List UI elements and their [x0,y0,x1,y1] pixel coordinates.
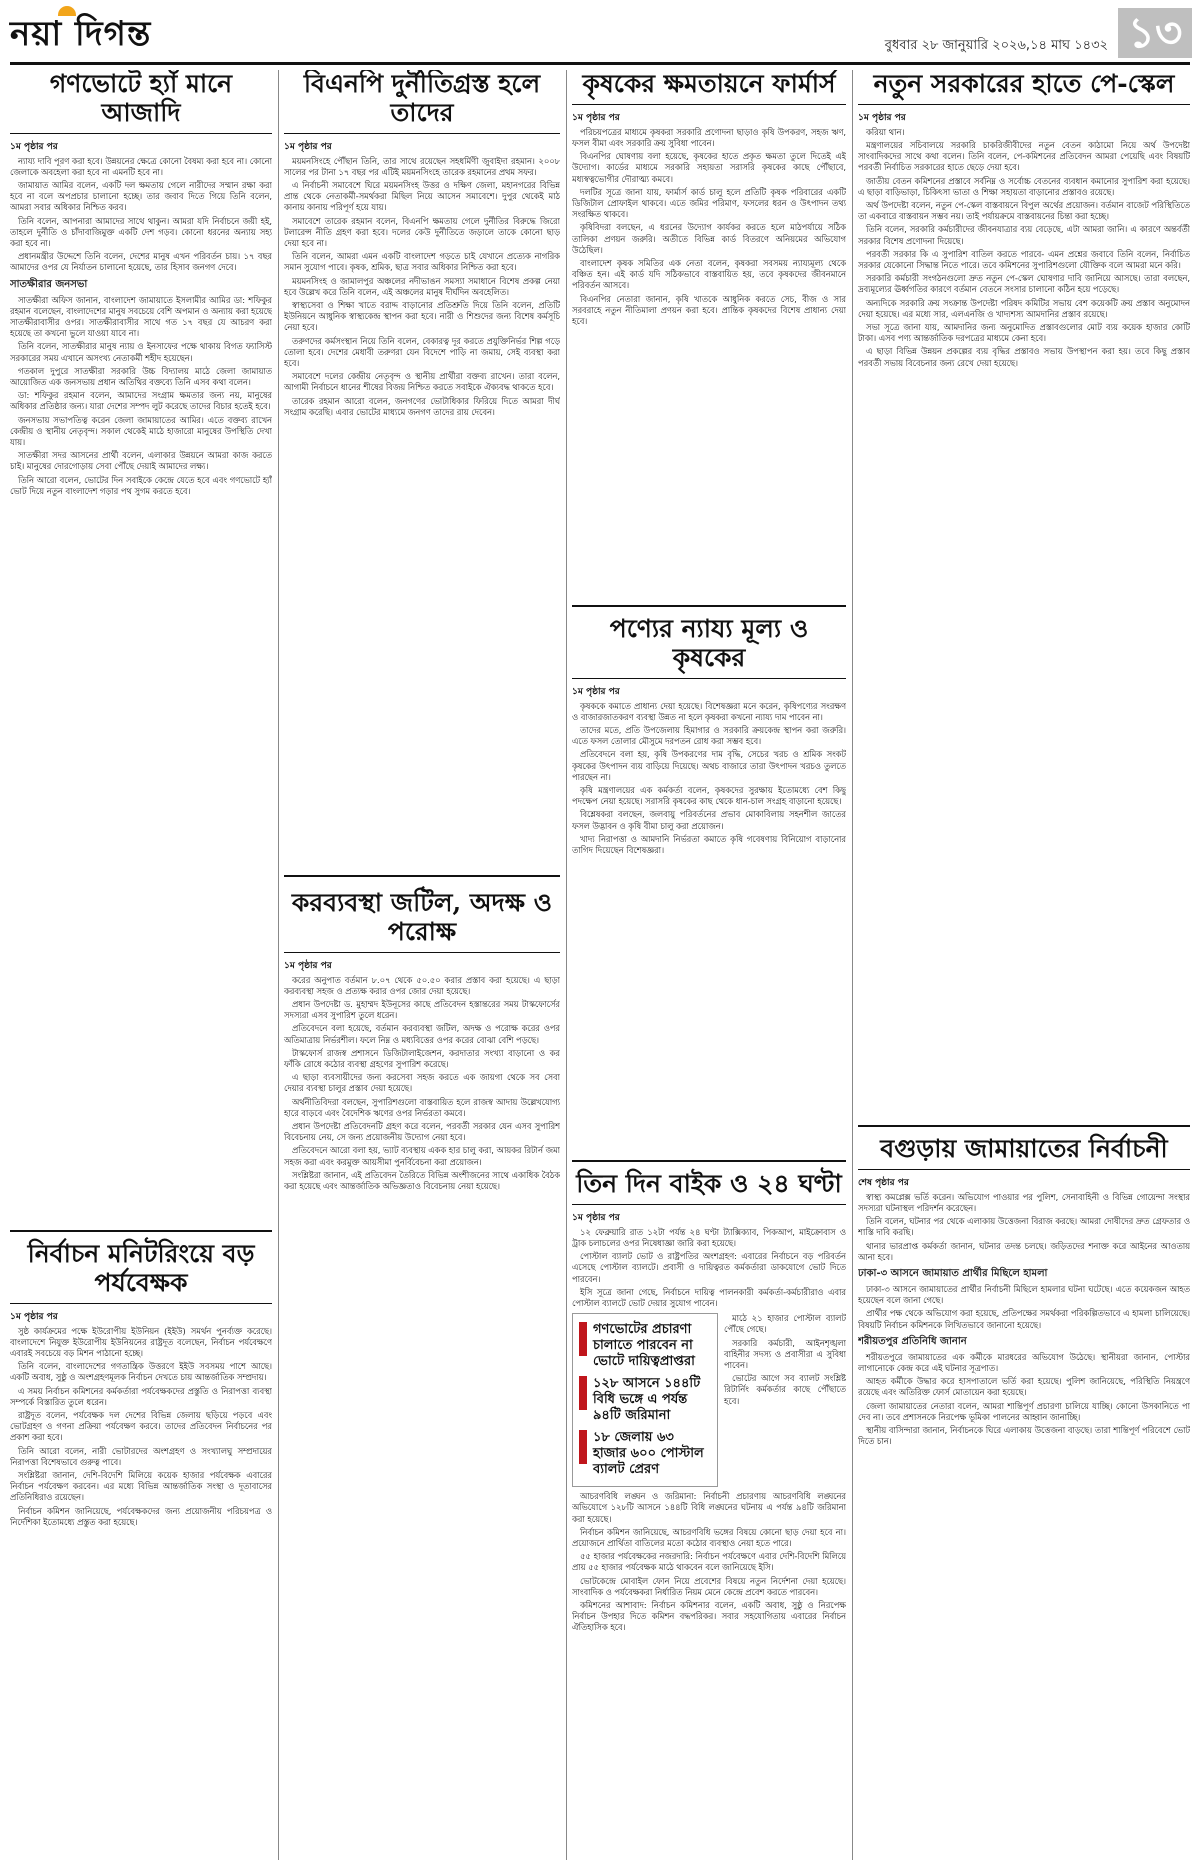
paragraph: বাংলাদেশ কৃষক সমিতির এক নেতা বলেন, কৃষকরা সবসময় ন্যায্যমূল্য থেকে বঞ্চিত হন। এই কার্ড যদি সঠিকভাবে বাস্তবায়িত হয়, তবে কৃষকদের জীবনমানে পরিবর্তন আসবে। [572,257,846,291]
article-body [572,1227,846,1309]
column-divider [852,70,853,1860]
paragraph: পোস্টাল ব্যালট ভোট ও রাষ্ট্রপতির অংশগ্রহণ: এবারের নির্বাচনে বড় পরিবর্তন এসেছে পোস্টাল ব্যালটে। প্রবাসী ও দায়িত্বরত কর্মকর্তারা ডাকযোগে ভোট দিতে পারবেন। [572,1251,846,1284]
paragraph: জামায়াত আমির বলেন, একটি দল ক্ষমতায় গেলে নারীদের সম্মান রক্ষা করা হবে না বলে অপপ্রচার চালানো হচ্ছে। তার জবাব দিতে গিয়ে তিনি বলেন, আমরা সবার অধিকার নিশ্চিত করব। [10,179,272,213]
article-headline: নির্বাচন মনিটরিংয়ে বড় পর্যবেক্ষক [27,1239,255,1297]
paragraph: মন্ত্রণালয়ের সচিবালয়ে সরকারি চাকরিজীবীদের নতুন বেতন কাঠামো নিয়ে অর্থ উপদেষ্টা সাংবাদিকদের সাথে কথা বলেন। তিনি বলেন, পে-কমিশনের প্রতিবেদন আমরা পেয়েছি এবং বিষয়টি পরবর্তী নির্বাচিত সরকারের হাতে ছেড়ে দেয়া হবে। [858,139,1190,173]
paragraph: তিনি বলেন, আমরা এমন একটি বাংলাদেশ গড়তে চাই যেখানে প্রত্যেক নাগরিক সমান সুযোগ পাবে। কৃষক, শ্রমিক, ছাত্র সবার অধিকার নিশ্চিত করা হবে। [284,251,560,273]
article [10,1230,272,1840]
article [572,70,846,605]
article-headline: নতুন সরকারের হাতে পে-স্কেল [873,70,1175,98]
paragraph: স্বাস্থ্য কমপ্লেক্স ভর্তি করেন। অভিযোগ পাওয়ার পর পুলিশ, সেনাবাহিনী ও বিভিন্ন গোয়েন্দা সংস্থার সদস্যরা ঘটনাস্থল পরিদর্শন করেছেন। [858,1191,1190,1213]
paragraph: এ ছাড়া ব্যবসায়ীদের জন্য করসেবা সহজ করতে এক জায়গা থেকে সব সেবা দেয়ার ব্যবস্থা চালুর প্রস্তাব দেয়া হয়েছে। [284,1072,560,1094]
paragraph: বিএনপির নেতারা জানান, কৃষি খাতকে আধুনিক করতে সেচ, বীজ ও সার সরবরাহে নতুন নীতিমালা প্রণয়ন করা হবে। প্রান্তিক কৃষকদের বিশেষ প্রাধান্য দেয়া হবে। [572,293,846,326]
continued-label: ১ম পৃষ্ঠার পর [572,1212,620,1223]
article-headline: গণভোটে হ্যাঁ মানে আজাদি [49,70,233,127]
red-bar-icon [579,1376,587,1410]
paragraph: মাঠে ২১ হাজার পোস্টাল ব্যালট পৌঁছে গেছে। [724,1313,846,1335]
callout-row [572,1313,846,1487]
paragraph: প্রার্থীর পক্ষ থেকে অভিযোগ করা হয়েছে, প্রতিপক্ষের সমর্থকরা পরিকল্পিতভাবে এ হামলা চালিয়েছে। বিষয়টি নির্বাচন কমিশনকে লিখিতভাবে জানানো হয়েছে। [858,1308,1190,1330]
article-headline: বিএনপি দুর্নীতিগ্রস্ত হলে তাদের [303,70,541,127]
paragraph: জনসভায় সভাপতিত্ব করেন জেলা জামায়াতের আমির। এতে বক্তব্য রাখেন কেন্দ্রীয় ও স্থানীয় নেতৃবৃন্দ। সকাল থেকেই মাঠে হাজারো মানুষের উপস্থিতি দেখা যায়। [10,414,272,447]
paragraph: অর্থনীতিবিদরা বলছেন, সুপারিশগুলো বাস্তবায়িত হলে রাজস্ব আদায় উল্লেখযোগ্য হারে বাড়বে এবং বৈদেশিক ঋণের ওপর নির্ভরতা কমবে। [284,1096,560,1118]
divider [858,1169,1190,1170]
column-divider [278,70,279,1860]
paragraph: সাতক্ষীরা সদর আসনের প্রার্থী বলেন, এলাকার উন্নয়নে আমরা কাজ করতে চাই। মানুষের দোরগোড়ায় সেবা পৌঁছে দেয়াই আমাদের লক্ষ্য। [10,450,272,472]
paragraph: অন্যদিকে সরকারি ক্রয় সংক্রান্ত উপদেষ্টা পরিষদ কমিটির সভায় বেশ কয়েকটি ক্রয় প্রস্তাব অনুমোদন দেয়া হয়েছে। এর মধ্যে সার, এলএনজি ও খাদ্যশস্য আমদানির প্রস্তাব রয়েছে। [858,297,1190,319]
continued-label: ১ম পৃষ্ঠার পর [284,141,332,152]
paragraph: ইসি সূত্রে জানা গেছে, নির্বাচনে দায়িত্ব পালনকারী কর্মকর্তা-কর্মচারীরাও এবার পোস্টাল ব্যালটে ভোট দেয়ার সুযোগ পাবেন। [572,1286,846,1308]
paragraph: পরিচয়পত্রের মাধ্যমে কৃষকরা সরকারি প্রণোদনা ছাড়াও কৃষি উপকরণ, সহজ ঋণ, ফসল বীমা এবং সরকারি ক্রয় সুবিধা পাবেন। [572,126,846,148]
paragraph: প্রতিবেদনে বলা হয়েছে, বর্তমান করব্যবস্থা জটিল, অদক্ষ ও পরোক্ষ করের ওপর অতিমাত্রায় নির্ভরশীল। ফলে নিম্ন ও মধ্যবিত্তের ওপর করের বোঝা বেশি পড়ছে। [284,1023,560,1045]
divider [572,678,846,679]
paragraph: সরকারি কর্মচারী সংগঠনগুলো দ্রুত নতুন পে-স্কেল ঘোষণার দাবি জানিয়ে আসছে। তারা বলছেন, দ্রব্যমূল্যের ঊর্ধ্বগতির কারণে বর্তমান বেতনে সংসার চালানো কঠিন হয়ে পড়েছে। [858,273,1190,295]
paragraph: সমাবেশে তারেক রহমান বলেন, বিএনপি ক্ষমতায় গেলে দুর্নীতির বিরুদ্ধে জিরো টলারেন্স নীতি গ্রহণ করা হবে। দলের কেউ দুর্নীতিতে জড়ালে তাকে কোনো ছাড় দেয়া হবে না। [284,215,560,248]
paragraph: তিনি আরো বলেন, ভোটের দিন সবাইকে কেন্দ্রে যেতে হবে এবং গণভোটে হ্যাঁ ভোট দিয়ে নতুন বাংলাদেশ গড়ার পথ সুগম করতে হবে। [10,474,272,496]
article-body [572,701,846,857]
article-headline: পণ্যের ন্যায্য মূল্য ও কৃষকের [609,614,809,672]
article [572,1160,846,1850]
article [858,1125,1190,1835]
divider [10,133,272,134]
continued-label: শেষ পৃষ্ঠার পর [858,1177,909,1188]
continued-label: ১ম পৃষ্ঠার পর [284,960,332,971]
paragraph: ময়মনসিংহে পৌঁছান তিনি, তার সাথে রয়েছেন সহধর্মিণী জুবাইদা রহমান। ২০০৮ সালের পর টানা ১৭ বছর পর এটিই ময়মনসিংহে তারেক রহমানের প্রথম সফর। [284,155,560,177]
highlight-box [572,1313,718,1487]
highlight-text: ১২৮ আসনে ১৪৪টি বিধি ভঙ্গে এ পর্যন্ত ৯৪টি জরিমানা [593,1376,701,1424]
divider [284,952,560,953]
paragraph: নির্বাচন কমিশন জানিয়েছে, পর্যবেক্ষকদের জন্য প্রয়োজনীয় পরিচয়পত্র ও নির্দেশিকা ইতোমধ্যে প্রস্তুত করা হয়েছে। [10,1505,272,1527]
divider [572,104,846,105]
paragraph: জেলা জামায়াতের নেতারা বলেন, আমরা শান্তিপূর্ণ প্রচারণা চালিয়ে যাচ্ছি। কোনো উসকানিতে পা দেব না। তবে প্রশাসনকে নিরপেক্ষ ভূমিকা পালনের আহ্বান জানাচ্ছি। [858,1400,1190,1422]
page-number: ১৩ [1118,8,1192,58]
highlight-item [579,1376,711,1424]
divider [10,1303,272,1304]
paragraph: তিনি আরো বলেন, নারী ভোটারদের অংশগ্রহণ ও সংখ্যালঘু সম্প্রদায়ের নিরাপত্তা বিশেষভাবে গুরুত্ব পাবে। [10,1445,272,1467]
paragraph: কমিশনের আশাবাদ: নির্বাচন কমিশনার বলেন, একটি অবাধ, সুষ্ঠু ও নিরপেক্ষ নির্বাচন উপহার দিতে কমিশন বদ্ধপরিকর। সবার সহযোগিতায় এবারের নির্বাচন ঐতিহাসিক হবে। [572,1600,846,1633]
paragraph: খাদ্য নিরাপত্তা ও আমদানি নির্ভরতা কমাতে কৃষি গবেষণায় বিনিয়োগ বাড়ানোর তাগিদ দিয়েছেন বিশেষজ্ঞরা। [572,833,846,855]
paragraph: সংশ্লিষ্টরা জানান, দেশি-বিদেশি মিলিয়ে কয়েক হাজার পর্যবেক্ষক এবারের নির্বাচন পর্যবেক্ষণ করবেন। এর মধ্যে বিভিন্ন আন্তর্জাতিক সংস্থা ও দূতাবাসের প্রতিনিধিরাও রয়েছেন। [10,1469,272,1503]
paragraph: তিনি বলেন, আপনারা আমাদের সাথে থাকুন। আমরা যদি নির্বাচনে জয়ী হই, তাহলে দুর্নীতি ও চাঁদাবাজিমুক্ত একটি দেশ গড়ব। কোনো ধরনের অন্যায় সহ্য করা হবে না। [10,215,272,248]
paragraph: তিনি বলেন, ঘটনার পর থেকে এলাকায় উত্তেজনা বিরাজ করছে। আমরা দোষীদের দ্রুত গ্রেফতার ও শাস্তি দাবি করছি। [858,1216,1190,1238]
paragraph: প্রতিবেদনে আরো বলা হয়, ভ্যাট ব্যবস্থায় একক হার চালু করা, আয়কর রিটার্ন জমা সহজ করা এবং করমুক্ত আয়সীমা পুনর্বিবেচনা করা প্রয়োজন। [284,1145,560,1167]
highlight-item [579,1322,711,1370]
paragraph: সংশ্লিষ্টরা জানান, এই প্রতিবেদন তৈরিতে বিভিন্ন অংশীজনের সাথে একাধিক বৈঠক করা হয়েছে এবং আন্তর্জাতিক অভিজ্ঞতাও বিবেচনায় নেয়া হয়েছে। [284,1169,560,1191]
article-body [572,127,846,327]
article-body [858,127,1190,369]
paragraph: কৃষককে কমাতে প্রাধান্য দেয়া হয়েছে। বিশেষজ্ঞরা মনে করেন, কৃষিপণ্যের সংরক্ষণ ও বাজারজাতকরণ ব্যবস্থা উন্নত না হলে কৃষকরা কখনো ন্যায্য দাম পাবেন না। [572,700,846,722]
paragraph: ন্যায্য দাবি পূরণ করা হবে। উন্নয়নের ক্ষেত্রে কোনো বৈষম্য করা হবে না। কোনো জেলাকে অবহেলা করা হবে না এমনটি হবে না। [10,155,272,177]
paragraph: স্বাস্থ্যসেবা ও শিক্ষা খাতে বরাদ্দ বাড়ানোর প্রতিশ্রুতি দিয়ে তিনি বলেন, প্রতিটি ইউনিয়নে আধুনিক স্বাস্থ্যকেন্দ্র স্থাপন করা হবে। নারী ও শিশুদের জন্য বিশেষ কর্মসূচি নেয়া হবে। [284,299,560,333]
continued-label: ১ম পৃষ্ঠার পর [572,112,620,123]
paragraph: বিশ্লেষকরা বলছেন, জলবায়ু পরিবর্তনের প্রভাব মোকাবিলায় সহনশীল জাতের ফসল উদ্ভাবন ও কৃষি বীমা চালু করা প্রয়োজন। [572,809,846,831]
paragraph: তিনি বলেন, বাংলাদেশের গণতান্ত্রিক উত্তরণে ইইউ সবসময় পাশে আছে। একটি অবাধ, সুষ্ঠু ও অংশগ্রহণমূলক নির্বাচন দেখতে চায় আন্তর্জাতিক সম্প্রদায়। [10,1361,272,1383]
paragraph: টাস্কফোর্স রাজস্ব প্রশাসনে ডিজিটালাইজেশন, করদাতার সংখ্যা বাড়ানো ও কর ফাঁকি রোধে কঠোর ব্যবস্থা গ্রহণের সুপারিশ করেছে। [284,1047,560,1069]
paragraph: স্থানীয় বাসিন্দারা জানান, নির্বাচনকে ঘিরে এলাকায় উত্তেজনা বাড়ছে। তারা শান্তিপূর্ণ পরিবেশে ভোট দিতে চান। [858,1425,1190,1447]
article-body [572,1491,846,1633]
paragraph: ভোটের আগে সব ব্যালট সংশ্লিষ্ট রিটার্নিং কর্মকর্তার কাছে পৌঁছাতে হবে। [724,1373,846,1406]
subheading: ঢাকা-৩ আসনে জামায়াত প্রার্থীর মিছিলে হামলা [858,1267,1048,1279]
article-column [858,70,1190,1860]
article-column [284,70,560,1860]
paragraph: সুষ্ঠ কার্যক্রমের পক্ষে ইউরোপীয় ইউনিয়ন (ইইউ) সমর্থন পুনর্ব্যক্ত করেছে। বাংলাদেশে নিযুক্ত ইউরোপীয় ইউনিয়নের রাষ্ট্রদূত বলেছেন, নির্বাচন পর্যবেক্ষণে এবারই সবচেয়ে বড় মিশন পাঠানো হচ্ছে। [10,1325,272,1358]
highlight-text: গণভোটের প্রচারণা চালাতে পারবেন না ভোটে দায়িত্বপ্রাপ্তরা [593,1322,695,1370]
paragraph: আচরণবিধি লঙ্ঘন ও জরিমানা: নির্বাচনী প্রচারণায় আচরণবিধি লঙ্ঘনের অভিযোগে ১২৮টি আসনে ১৪৪টি বিধি লঙ্ঘনের ঘটনায় এ পর্যন্ত ৯৪টি জরিমানা করা হয়েছে। [572,1491,846,1524]
paragraph: আহত কর্মীকে উদ্ধার করে হাসপাতালে ভর্তি করা হয়েছে। পুলিশ জানিয়েছে, পরিস্থিতি নিয়ন্ত্রণে রয়েছে এবং অতিরিক্ত ফোর্স মোতায়েন করা হয়েছে। [858,1376,1190,1398]
paragraph: সমাবেশে দলের কেন্দ্রীয় নেতৃবৃন্দ ও স্থানীয় প্রার্থীরা বক্তব্য রাখেন। তারা বলেন, আগামী নির্বাচনে ধানের শীষের বিজয় নিশ্চিত করতে সবাইকে ঐক্যবদ্ধ থাকতে হবে। [284,371,560,393]
paragraph: দলটির সূত্রে জানা যায়, ফার্মার্স কার্ড চালু হলে প্রতিটি কৃষক পরিবারের একটি ডিজিটাল প্রোফাইল থাকবে। এতে জমির পরিমাণ, ফসলের ধরন ও উৎপাদন তথ্য সংরক্ষিত থাকবে। [572,186,846,220]
continued-label: ১ম পৃষ্ঠার পর [572,686,620,697]
paragraph: করিয়া থান। [866,126,905,137]
article-body [284,975,560,1193]
dateline: বুধবার ২৮ জানুয়ারি ২০২৬,১৪ মাঘ ১৪৩২ [884,38,1108,53]
article [572,605,846,1160]
paragraph: গতকাল দুপুরে সাতক্ষীরা সরকারি উচ্চ বিদ্যালয় মাঠে জেলা জামায়াত আয়োজিত এক জনসভায় প্রধান অতিথির বক্তব্যে তিনি এসব কথা বলেন। [10,365,272,387]
article-headline: তিন দিন বাইক ও ২৪ ঘণ্টা [576,1169,842,1198]
paragraph: ৫৫ হাজার পর্যবেক্ষকের নজরদারি: নির্বাচন পর্যবেক্ষণে এবার দেশি-বিদেশি মিলিয়ে প্রায় ৫৫ হাজার পর্যবেক্ষক মাঠে থাকবেন বলে জানিয়েছে ইসি। [572,1551,846,1573]
paragraph: থানার ভারপ্রাপ্ত কর্মকর্তা জানান, ঘটনার তদন্ত চলছে। জড়িতদের শনাক্ত করে আইনের আওতায় আনা হবে। [858,1240,1190,1262]
article-column [10,70,272,1860]
paragraph: ঢাকা-৩ আসনে জামায়াতের প্রার্থীর নির্বাচনী মিছিলে হামলার ঘটনা ঘটেছে। এতে কয়েকজন আহত হয়েছেন বলে জানা গেছে। [858,1283,1190,1306]
divider [858,104,1190,105]
paragraph: তিনি বলেন, সরকারি কর্মচারীদের জীবনযাত্রার ব্যয় বেড়েছে, এটা আমরা জানি। এ কারণে অন্তর্বর্তী সরকার বিশেষ প্রণোদনা দিয়েছে। [858,224,1190,246]
paragraph: ১২ ফেব্রুয়ারি রাত ১২টা পর্যন্ত ২৪ ঘণ্টা ট্যাক্সিক্যাব, পিকআপ, মাইক্রোবাস ও ট্রাক চলাচলের ওপর নিষেধাজ্ঞা জারি করা হয়েছে। [572,1226,846,1248]
divider [284,133,560,134]
paragraph: প্রতিবেদনে বলা হয়, কৃষি উপকরণের দাম বৃদ্ধি, সেচের খরচ ও শ্রমিক সংকট কৃষকের উৎপাদন ব্যয় বাড়িয়ে দিয়েছে। অথচ বাজারে তারা উৎপাদন খরচও তুলতে পারছেন না। [572,749,846,782]
paragraph: এ ছাড়া বিভিন্ন উন্নয়ন প্রকল্পের ব্যয় বৃদ্ধির প্রস্তাবও সভায় উপস্থাপন করা হয়। তবে কিছু প্রস্তাব পরবর্তী সভায় বিবেচনার জন্য রেখে দেয়া হয়েছে। [858,346,1190,368]
paragraph: তিনি বলেন, সাতক্ষীরার মানুষ ন্যায় ও ইনসাফের পক্ষে থাকায় বিগত ফ্যাসিস্ট সরকারের সময় এখানে অসংখ্য নেতাকর্মী শহীদ হয়েছেন। [10,341,272,363]
paragraph: করের অনুপাত বর্তমান ৮.০৭ থেকে ৫০.৫০ করার প্রস্তাব করা হয়েছে। এ ছাড়া করব্যবস্থা সহজ ও প্রত্যক্ষ করার ওপর জোর দেয়া হয়েছে। [284,974,560,996]
paragraph: কৃষিবিদরা বলছেন, এ ধরনের উদ্যোগ কার্যকর করতে হলে মাঠপর্যায়ে সঠিক তালিকা প্রণয়ন জরুরি। অতীতে বিভিন্ন কার্ড বিতরণে অনিয়মের অভিযোগ উঠেছিল। [572,222,846,255]
paragraph: প্রধানমন্ত্রীর উদ্দেশে তিনি বলেন, দেশের মানুষ এখন পরিবর্তন চায়। ১৭ বছর আমাদের ওপর যে নির্যাতন চালানো হয়েছে, তার হিসাব জনগণ দেবে। [10,251,272,273]
article-column [572,70,846,1860]
paragraph: তরুণদের কর্মসংস্থান নিয়ে তিনি বলেন, বেকারত্ব দূর করতে প্রযুক্তিনির্ভর শিল্প গড়ে তোলা হবে। দেশের মেধাবী তরুণরা যেন বিদেশে পাড়ি না জমায়, সেই ব্যবস্থা করা হবে। [284,335,560,368]
article [858,70,1190,1125]
paragraph: শরীয়তপুরে জামায়াতের এক কর্মীকে মারধরের অভিযোগ উঠেছে। স্থানীয়রা জানান, পোস্টার লাগানোকে কেন্দ্র করে এই ঘটনার সূত্রপাত। [858,1351,1190,1373]
masthead [0,0,1200,62]
continued-label: ১ম পৃষ্ঠার পর [858,112,906,123]
paragraph: জাতীয় বেতন কমিশনের প্রস্তাবে সর্বনিম্ন ও সর্বোচ্চ বেতনের ব্যবধান কমানোর সুপারিশ করা হয়েছে। এ ছাড়া বাড়িভাড়া, চিকিৎসা ভাতা ও শিক্ষা সহায়তা বাড়ানোর প্রস্তাবও রয়েছে। [858,175,1190,197]
red-bar-icon [579,1322,587,1356]
paragraph: অর্থ উপদেষ্টা বলেন, নতুন পে-স্কেল বাস্তবায়নে বিপুল অর্থের প্রয়োজন। বর্তমান বাজেট পরিস্থিতিতে তা একবারে বাস্তবায়ন সম্ভব নয়। তাই পর্যায়ক্রমে বাস্তবায়নের চিন্তা করা হচ্ছে। [858,199,1190,222]
masthead-rule [10,62,1190,65]
article-body [858,1192,1190,1448]
article-body [10,156,272,497]
article-headline: করব্যবস্থা জটিল, অদক্ষ ও পরোক্ষ [291,888,553,946]
sidebar-text [724,1313,846,1487]
paragraph: এ সময় নির্বাচন কমিশনের কর্মকর্তারা পর্যবেক্ষকদের প্রস্তুতি ও নিরাপত্তা ব্যবস্থা সম্পর্কে বিস্তারিত তুলে ধরেন। [10,1385,272,1407]
article [10,70,272,1230]
paragraph: তাদের মতে, প্রতি উপজেলায় হিমাগার ও সরকারি ক্রয়কেন্দ্র স্থাপন করা জরুরি। এতে ফসল তোলার মৌসুমে দরপতন রোধ করা সম্ভব হবে। [572,724,846,747]
paragraph: ময়মনসিংহ ও জামালপুর অঞ্চলের নদীভাঙন সমস্যা সমাধানে বিশেষ প্রকল্প নেয়া হবে উল্লেখ করে তিনি বলেন, এই অঞ্চলের মানুষ দীর্ঘদিন অবহেলিত। [284,275,560,297]
article-headline: কৃষকের ক্ষমতায়নে ফার্মার্স [582,70,836,98]
paragraph: প্রধান উপদেষ্টা ড. মুহাম্মদ ইউনূসের কাছে প্রতিবেদন হস্তান্তরের সময় টাস্কফোর্সের সদস্যরা এসব সুপারিশ তুলে ধরেন। [284,998,560,1021]
continued-label: ১ম পৃষ্ঠার পর [10,141,58,152]
article-headline: বগুড়ায় জামায়াতের নির্বাচনী [880,1134,1168,1163]
paragraph: প্রধান উপদেষ্টা প্রতিবেদনটি গ্রহণ করে বলেন, পরবর্তী সরকার যেন এসব সুপারিশ বিবেচনায় নেয়, সে জন্য প্রয়োজনীয় উদ্যোগ নেয়া হবে। [284,1120,560,1143]
paragraph: এ নির্বাচনী সমাবেশে ঘিরে ময়মনসিংহ উত্তর ও দক্ষিণ জেলা, মহানগরের বিভিন্ন প্রান্ত থেকে নেতাকর্মী-সমর্থকরা মিছিল নিয়ে আসেন সমাবেশে। দুপুর থেকেই মাঠ কানায় কানায় পরিপূর্ণ হয়ে যায়। [284,179,560,213]
article [284,70,560,875]
paragraph: সরকারি কর্মচারী, আইনশৃঙ্খলা বাহিনীর সদস্য ও প্রবাসীরা এ সুবিধা পাবেন। [724,1337,846,1370]
paragraph: পরবর্তী সরকার কি এ সুপারিশ বাতিল করতে পারবে- এমন প্রশ্নের জবাবে তিনি বলেন, নির্বাচিত সরকার যেকোনো সিদ্ধান্ত নিতে পারে। তবে কমিশনের সুপারিশগুলো যৌক্তিক বলে আমরা মনে করি। [858,248,1190,270]
highlight-item [579,1430,711,1478]
column-divider [566,70,567,1860]
paragraph: সাতক্ষীরা অফিস জানান, বাংলাদেশ জামায়াতে ইসলামীর আমির ডা: শফিকুর রহমান বলেছেন, বাংলাদেশের মানুষ সবচেয়ে বেশি অপমান ও অন্যায় করা হয়েছে সাতক্ষীরাবাসীর ওপর। সাতক্ষীরাবাসীর সাথে গত ১৭ বছর যে আচরণ করা হয়েছে তা কখনো ভুলে যাওয়া যাবে না। [10,294,272,339]
divider [572,1204,846,1205]
red-bar-icon [579,1430,587,1464]
newspaper-logo: নয়া দিগন্ত [10,14,152,54]
article-body [10,1326,272,1528]
paragraph: তারেক রহমান আরো বলেন, জনগণের ভোটাধিকার ফিরিয়ে দিতে আমরা দীর্ঘ সংগ্রাম করেছি। এবার ভোটের মাধ্যমে জনগণ তাদের রায় দেবেন। [284,395,560,417]
highlight-text: ১৮ জেলায় ৬৩ হাজার ৬০০ পোস্টাল ব্যালট প্রেরণ [593,1430,704,1478]
paragraph: নির্বাচন কমিশন জানিয়েছে, আচরণবিধি ভঙ্গের বিষয়ে কোনো ছাড় দেয়া হবে না। প্রয়োজনে প্রার্থিতা বাতিলের মতো কঠোর ব্যবস্থাও নেয়া হতে পারে। [572,1526,846,1548]
paragraph: ডা: শফিকুর রহমান বলেন, আমাদের সংগ্রাম ক্ষমতার জন্য নয়, মানুষের অধিকার প্রতিষ্ঠার জন্য। যারা দেশের সম্পদ লুট করেছে তাদের বিচার হতেই হবে। [10,390,272,412]
article [284,875,560,1849]
paragraph: ভোটকেন্দ্রে মোবাইল ফোন নিয়ে প্রবেশের বিষয়ে নতুন নির্দেশনা দেয়া হয়েছে। সাংবাদিক ও পর্যবেক্ষকরা নির্ধারিত নিয়ম মেনে কেন্দ্রে প্রবেশ করতে পারবেন। [572,1575,846,1597]
paragraph: সভা সূত্রে জানা যায়, আমদানির জন্য অনুমোদিত প্রস্তাবগুলোর মোট ব্যয় কয়েক হাজার কোটি টাকা। এসব পণ্য আন্তর্জাতিক দরপত্রের মাধ্যমে কেনা হবে। [858,322,1190,344]
subheading: সাতক্ষীরার জনসভা [10,278,88,290]
paragraph: কৃষি মন্ত্রণালয়ের এক কর্মকর্তা বলেন, কৃষকদের সুরক্ষায় ইতোমধ্যে বেশ কিছু পদক্ষেপ নেয়া হয়েছে। সরাসরি কৃষকের কাছ থেকে ধান-চাল সংগ্রহ বাড়ানো হয়েছে। [572,784,846,807]
paragraph: রাষ্ট্রদূত বলেন, পর্যবেক্ষক দল দেশের বিভিন্ন জেলায় ছড়িয়ে পড়বে এবং ভোটগ্রহণ ও গণনা প্রক্রিয়া পর্যবেক্ষণ করবে। তাদের প্রতিবেদন নির্বাচনের পর প্রকাশ করা হবে। [10,1409,272,1443]
article-body [284,156,560,418]
highlight-list [575,1322,715,1478]
subheading: শরীয়তপুর প্রতিনিধি জানান [858,1335,967,1347]
continued-label: ১ম পৃষ্ঠার পর [10,1311,58,1322]
paragraph: বিএনপির ঘোষণায় বলা হয়েছে, কৃষকের হাতে প্রকৃত ক্ষমতা তুলে দিতেই এই উদ্যোগ। কার্ডের মাধ্যমে সরকারি সহায়তা সরাসরি কৃষকের কাছে পৌঁছাবে, মধ্যস্বত্বভোগীর দৌরাত্ম্য কমবে। [572,151,846,184]
